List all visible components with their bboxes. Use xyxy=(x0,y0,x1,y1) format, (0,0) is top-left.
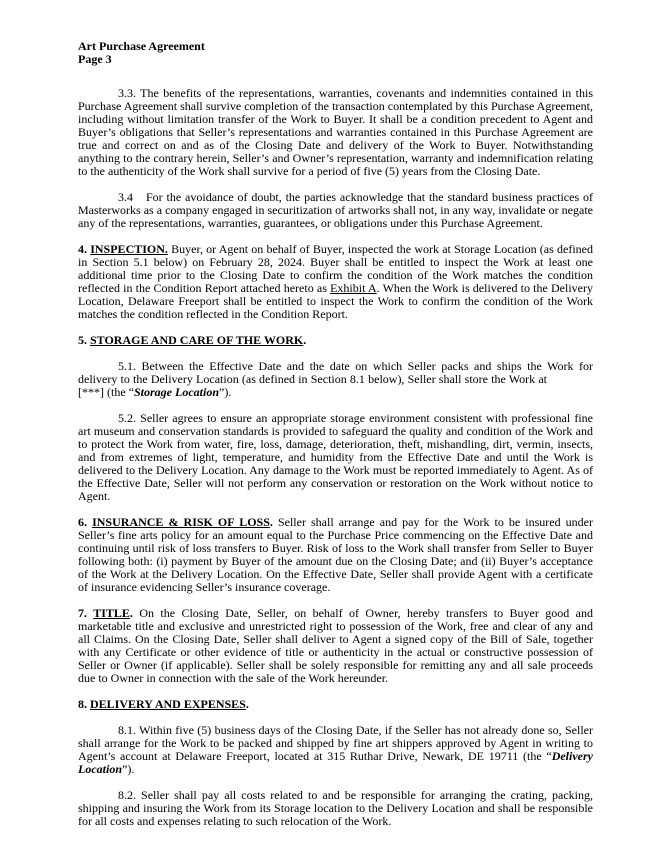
section-5-period: . xyxy=(303,333,307,347)
section-6-period: . xyxy=(269,515,278,529)
exhibit-a-reference: Exhibit A xyxy=(330,281,377,295)
paragraph-5-1-text-mid: (the “ xyxy=(104,385,134,399)
section-7-text: On the Closing Date, Seller, on behalf of Owner, hereby transfers to Buyer good and marketable title and exclusive and unrestricted right to possession of the Work, free and clear of any and all Claims. On the Closing Date, Seller shall deliver to Agent a signed copy of the Bill of Sale, together with any Certificate or other evidence of title or authenticity in the actual or constructive possession of Seller or Owner (if applicable). Seller shall be solely responsible for remitting any and all sale proceeds due to Owner in connection with the sale of the Work hereunder. xyxy=(78,606,593,685)
paragraph-5-1-text-end: ”). xyxy=(219,385,232,399)
section-5-title: STORAGE AND CARE OF THE WORK xyxy=(90,333,304,347)
section-4-inspection xyxy=(78,243,593,321)
section-7-title xyxy=(78,607,593,685)
paragraph-5-2 xyxy=(78,412,593,503)
section-7-period: . xyxy=(129,606,140,620)
redaction-marker: [***] xyxy=(78,385,104,399)
section-8-number: 8. xyxy=(78,697,90,711)
paragraph-5-1-text-start: 5.1. Between the Effective Date and the date on which Seller packs and ships the Work for delivery to the Delivery Location (as defined in Section 8.1 below), Seller shall store the Work at xyxy=(78,359,593,386)
document-title: Art Purchase Agreement xyxy=(78,39,205,53)
defined-term-delivery-location: Delivery Location xyxy=(78,749,593,776)
section-8-title: DELIVERY AND EXPENSES xyxy=(90,697,246,711)
section-5-heading xyxy=(78,334,593,347)
paragraph-3-3 xyxy=(78,87,593,178)
section-6-number: 6. xyxy=(78,515,93,529)
section-6-text: Seller shall arrange and pay for the Work to be insured under Seller’s fine arts policy for an amount equal to the Purchase Price commencing on the Effective Date and continuing until risk of loss transfers to Buyer. Risk of loss to the Work shall transfer from Seller to Buyer following both: (i) payment by Buyer of the amount due on the Closing Date; and (ii) Buyer’s acceptance of the Work at the Delivery Location. On the Effective Date, Seller shall provide Agent with a certificate of insurance evidencing Seller’s insurance coverage. xyxy=(78,515,593,594)
section-6-insurance xyxy=(78,516,593,594)
section-4-number: 4. xyxy=(78,242,91,256)
clause-number-3-4: 3.4 xyxy=(118,190,133,204)
section-8-heading xyxy=(78,698,593,711)
section-6-title: INSURANCE & RISK OF LOSS xyxy=(92,515,270,529)
section-8-period: . xyxy=(245,697,249,711)
paragraph-8-2 xyxy=(78,789,593,828)
section-5-number: 5. xyxy=(78,333,90,347)
paragraph-3-4-text: For the avoidance of doubt, the parties acknowledge that the standard business practices of Masterworks as a company engaged in securitization of artworks shall not, in any way, invalidate or negate any of the representations, warranties, guarantees, or obligations under this Purchase Agreement. xyxy=(78,190,593,230)
paragraph-8-2-text: 8.2. Seller shall pay all costs related to and be responsible for arranging the crating, packing, shipping and insuring the Work from its Storage location to the Delivery Location and shall be responsible for all costs and expenses relating to such relocation of the Work. xyxy=(78,788,593,828)
document-body xyxy=(78,87,593,828)
paragraph-8-1 xyxy=(78,724,593,776)
paragraph-3-4 xyxy=(78,191,593,230)
section-4-text-1: Buyer, or Agent on behalf of Buyer, inspected the work at Storage Location (as defined in Section 5.1 below) on February 28, 2024. Buyer shall be entitled to inspect the Work at least one additional time prior to the Closing Date to confirm the condition of the Work matches the condition reflected in the Condition Report attached hereto as xyxy=(78,242,593,295)
section-7-heading: TITLE xyxy=(93,606,130,620)
paragraph-5-2-text: 5.2. Seller agrees to ensure an appropriate storage environment consistent with professional fine art museum and conservation standards is provided to safeguard the quality and condition of the Work and to protect the Work from water, fire, loss, damage, deterioration, theft, mishandling, dirt, vermin, insects, and from extremes of light, temperature, and humidity from the Effective Date and until the Work is delivered to the Delivery Location. Any damage to the Work must be reported immediately to Agent. As of the Effective Date, Seller will not perform any conservation or restoration on the Work without notice to Agent. xyxy=(78,411,593,503)
section-7-number: 7. xyxy=(78,606,94,620)
section-4-text-2: . When the Work is delivered to the Delivery Location, Delaware Freeport shall be entitled to inspect the Work to confirm the condition of the Work matches the condition reflected in the Condition Report. xyxy=(78,281,593,321)
paragraph-8-1-text-end: ”). xyxy=(122,762,135,776)
document-header xyxy=(78,40,593,66)
paragraph-5-1 xyxy=(78,360,593,399)
page-number: Page 3 xyxy=(78,52,112,66)
section-4-title: INSPECTION. xyxy=(90,242,168,256)
paragraph-3-3-text: 3.3. The benefits of the representations, warranties, covenants and indemnities contained in this Purchase Agreement shall survive completion of the transaction contemplated by this Purchase Agreement, including without limitation transfer of the Work to Buyer. It shall be a condition precedent to Agent and Buyer’s obligations that Seller’s representations and warranties contained in this Purchase Agreement are true and correct on and as of the Closing Date and delivery of the Work to Buyer. Notwithstanding anything to the contrary herein, Seller’s and Owner’s representation, warranty and indemnification relating to the authenticity of the Work shall survive for a period of five (5) years from the Closing Date. xyxy=(78,86,593,178)
defined-term-storage-location: Storage Location xyxy=(133,385,219,399)
paragraph-8-1-text-start: 8.1. Within five (5) business days of the Closing Date, if the Seller has not already done so, Seller shall arrange for the Work to be packed and shipped by fine art shippers approved by Agent in writing to Agent’s account at Delaware Freeport, located at 315 Ruthar Drive, Newark, DE 19711 (the “ xyxy=(78,723,593,763)
